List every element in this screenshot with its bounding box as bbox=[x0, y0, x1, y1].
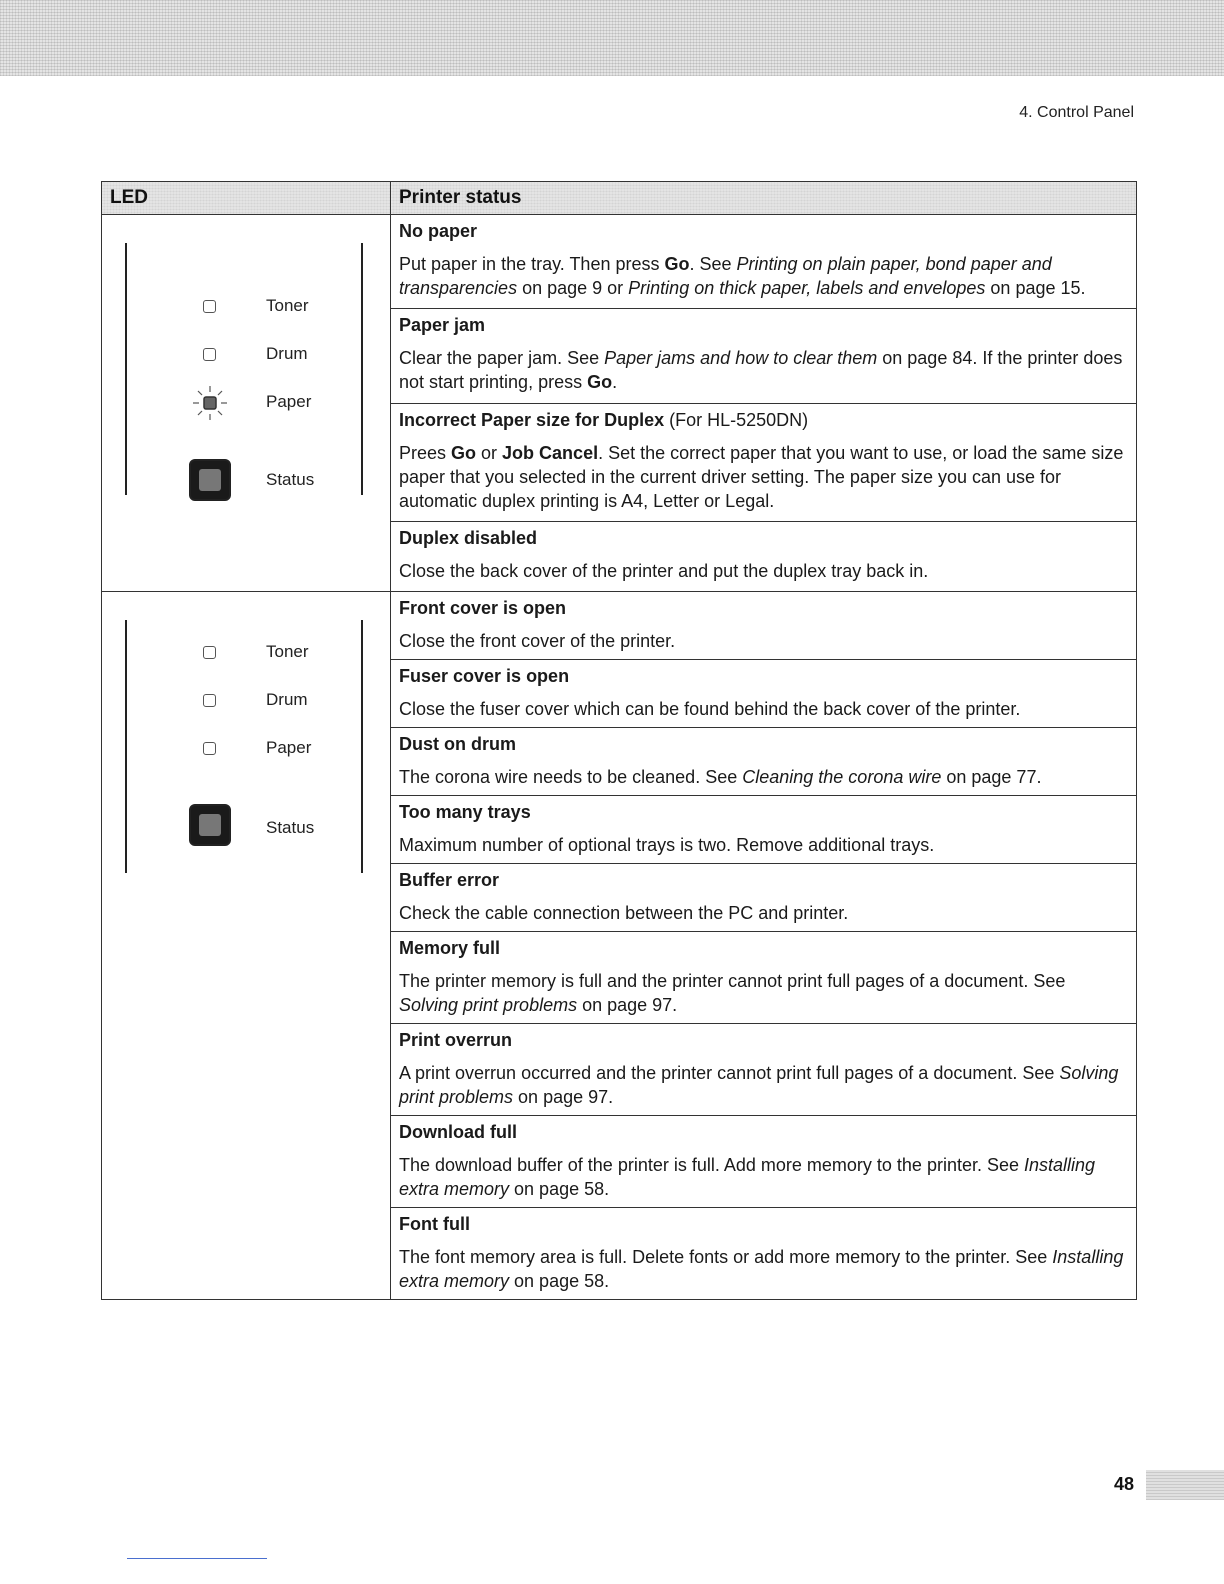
led-on-icon bbox=[189, 804, 231, 846]
footer-band bbox=[1146, 1470, 1224, 1500]
status-cell bbox=[391, 796, 1137, 864]
led-off-icon bbox=[203, 742, 216, 755]
text-run: Clear the paper jam. See bbox=[399, 348, 605, 369]
status-description bbox=[399, 969, 1128, 1017]
status-description bbox=[399, 697, 1128, 721]
led-label: Status bbox=[266, 818, 315, 837]
status-cell bbox=[391, 522, 1137, 592]
status-title: Duplex disabled bbox=[399, 528, 538, 549]
text-run: The corona wire needs to be cleaned. See bbox=[399, 767, 743, 787]
status-cell bbox=[391, 728, 1137, 796]
led-label: Toner bbox=[266, 296, 309, 315]
text-run: Put paper in the tray. Then press bbox=[399, 254, 665, 274]
text-run: on page 84. If the printer does not start printing, press bbox=[399, 348, 1123, 393]
text-run: Close the front cover of the printer. bbox=[399, 631, 676, 651]
cross-reference: Installing extra memory bbox=[399, 1155, 1096, 1199]
led-row-paper bbox=[102, 388, 390, 418]
led-off-icon bbox=[203, 646, 216, 659]
status-title-suffix: (For HL-5250DN) bbox=[664, 409, 809, 430]
cross-reference: Solving print problems bbox=[399, 1063, 1119, 1107]
status-description bbox=[399, 441, 1128, 513]
text-run: on page 77. bbox=[941, 767, 1042, 787]
led-row-toner bbox=[102, 638, 390, 668]
status-description bbox=[399, 1061, 1128, 1109]
status-cell bbox=[391, 1024, 1137, 1116]
status-title: Dust on drum bbox=[399, 734, 516, 754]
cross-reference: Installing extra memory bbox=[399, 1247, 1124, 1291]
status-description bbox=[399, 1153, 1128, 1201]
status-cell bbox=[391, 309, 1137, 403]
led-label: Paper bbox=[266, 392, 312, 411]
status-cell bbox=[391, 864, 1137, 932]
cross-reference: Cleaning the corona wire bbox=[742, 767, 942, 787]
led-group-1 bbox=[102, 215, 391, 592]
column-header-led: LED bbox=[102, 182, 391, 215]
status-description bbox=[399, 901, 1128, 925]
text-run: on page 15. bbox=[985, 278, 1086, 298]
led-row-drum bbox=[102, 686, 390, 716]
chapter-title: 4. Control Panel bbox=[1019, 104, 1134, 121]
status-title-bold: Incorrect Paper size for Duplex bbox=[399, 409, 665, 430]
status-description bbox=[399, 559, 1128, 583]
status-title: Fuser cover is open bbox=[399, 666, 570, 686]
text-run: . Set the correct paper that you want to use, or load the same size paper that you selected in the current driver setting. The paper size you can use for automatic duplex printing is A4, Letter or Legal. bbox=[399, 442, 1124, 511]
text-run: on page 97. bbox=[577, 995, 678, 1015]
led-off-icon bbox=[203, 348, 216, 361]
led-on-icon bbox=[189, 459, 231, 501]
text-run: Check the cable connection between the PC and printer. bbox=[399, 903, 849, 923]
status-description bbox=[399, 629, 1128, 653]
status-description bbox=[399, 252, 1128, 300]
status-cell bbox=[391, 660, 1137, 728]
cross-reference: Paper jams and how to clear them bbox=[604, 348, 878, 369]
text-run: . See bbox=[689, 254, 737, 274]
led-label: Drum bbox=[266, 344, 308, 363]
led-row-paper bbox=[102, 734, 390, 764]
text-run: A print overrun occurred and the printer cannot print full pages of a document. See bbox=[399, 1063, 1060, 1083]
led-panel bbox=[102, 215, 390, 591]
status-cell bbox=[391, 215, 1137, 309]
cross-reference: Printing on thick paper, labels and envelopes bbox=[628, 278, 986, 298]
column-header-printer-status: Printer status bbox=[391, 182, 1137, 215]
bold-keyword: Go bbox=[587, 372, 613, 393]
led-off-icon bbox=[203, 694, 216, 707]
text-run: Maximum number of optional trays is two. Remove additional trays. bbox=[399, 835, 935, 855]
status-title: No paper bbox=[399, 221, 478, 241]
text-run: The download buffer of the printer is full. Add more memory to the printer. See bbox=[399, 1155, 1024, 1175]
status-title: Print overrun bbox=[399, 1030, 513, 1050]
text-run: on page 9 or bbox=[517, 278, 629, 298]
led-row-drum bbox=[102, 340, 390, 370]
status-title: Paper jam bbox=[399, 315, 486, 336]
led-label: Paper bbox=[266, 738, 312, 757]
led-blinking-icon bbox=[191, 384, 229, 422]
text-run: . bbox=[612, 372, 618, 393]
header-band bbox=[0, 0, 1224, 76]
text-run: Close the back cover of the printer and put the duplex tray back in. bbox=[399, 561, 929, 582]
status-title: Download full bbox=[399, 1122, 517, 1142]
text-run: The printer memory is full and the printer cannot print full pages of a document. See bbox=[399, 971, 1066, 991]
text-run: Prees bbox=[399, 442, 452, 463]
status-title: Front cover is open bbox=[399, 598, 567, 618]
cross-reference: Solving print problems bbox=[399, 995, 578, 1015]
led-row-toner bbox=[102, 292, 390, 322]
led-off-icon bbox=[203, 300, 216, 313]
led-label: Status bbox=[266, 470, 315, 489]
bold-keyword: Go bbox=[664, 254, 690, 274]
status-cell bbox=[391, 592, 1137, 660]
status-title bbox=[399, 408, 1128, 432]
status-description bbox=[399, 1245, 1128, 1293]
text-run: on page 97. bbox=[513, 1087, 614, 1107]
text-run: The font memory area is full. Delete fonts or add more memory to the printer. See bbox=[399, 1247, 1053, 1267]
text-run: or bbox=[476, 442, 503, 463]
status-description bbox=[399, 346, 1128, 394]
bold-keyword: Go bbox=[451, 442, 477, 463]
status-title: Font full bbox=[399, 1214, 470, 1234]
cross-reference: Printing on plain paper, bond paper and transparencies bbox=[399, 254, 1052, 298]
led-label: Toner bbox=[266, 642, 309, 661]
status-cell bbox=[391, 1116, 1137, 1208]
bold-keyword: Job Cancel bbox=[502, 442, 599, 463]
text-run: Close the fuser cover which can be found behind the back cover of the printer. bbox=[399, 699, 1021, 719]
status-title: Too many trays bbox=[399, 802, 531, 822]
led-status-table bbox=[101, 181, 1137, 1300]
footer-rule bbox=[127, 1558, 267, 1559]
page-number: 48 bbox=[1114, 1474, 1135, 1494]
led-panel bbox=[102, 592, 390, 1274]
led-group-2 bbox=[102, 592, 391, 1300]
led-row-status bbox=[102, 460, 390, 490]
led-row-status bbox=[102, 808, 390, 838]
status-description bbox=[399, 833, 1128, 857]
text-run: on page 58. bbox=[509, 1271, 610, 1291]
status-cell bbox=[391, 932, 1137, 1024]
status-cell bbox=[391, 1208, 1137, 1300]
status-title: Memory full bbox=[399, 938, 501, 958]
status-title: Buffer error bbox=[399, 870, 500, 890]
status-description bbox=[399, 765, 1128, 789]
text-run: on page 58. bbox=[509, 1179, 610, 1199]
led-label: Drum bbox=[266, 690, 308, 709]
status-cell bbox=[391, 403, 1137, 522]
